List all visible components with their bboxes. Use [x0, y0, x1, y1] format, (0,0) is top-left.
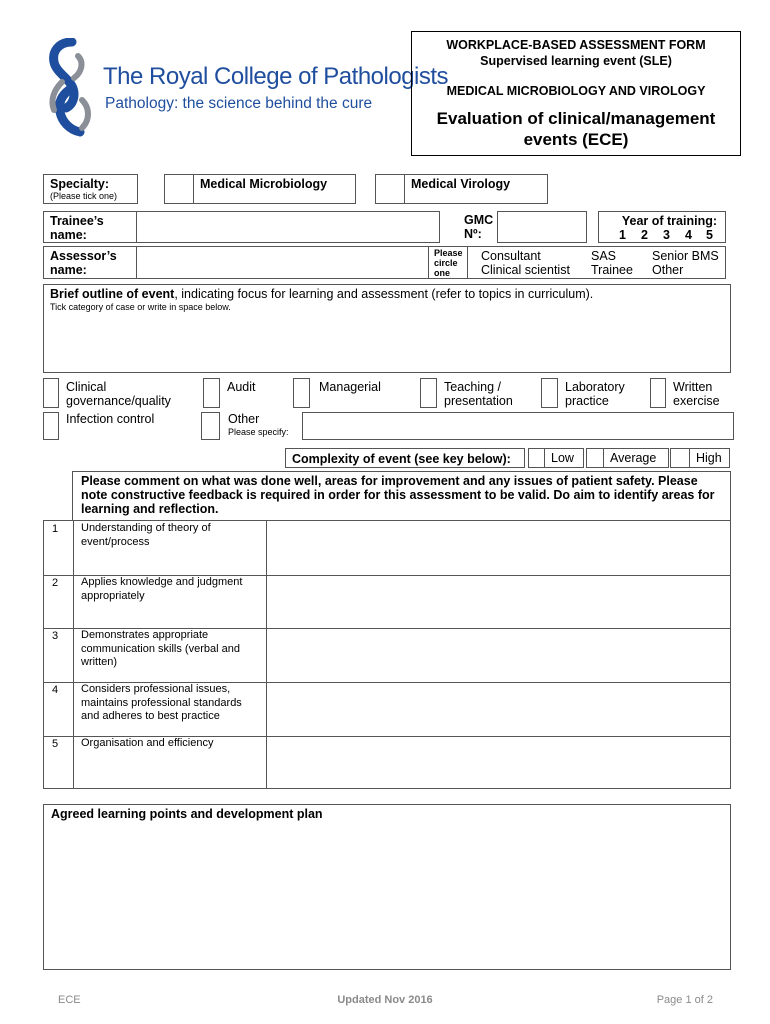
cat-teaching-line2: presentation	[444, 394, 513, 408]
assessor-role-box	[467, 246, 726, 279]
gmc-label-line1: GMC	[464, 213, 494, 227]
role-other[interactable]: Other	[652, 263, 684, 277]
assessor-label-line2: name:	[50, 263, 87, 277]
footer-right: Page 1 of 2	[656, 994, 713, 1006]
please-circle-3: one	[434, 268, 451, 278]
item-4-comment-field[interactable]	[267, 683, 730, 736]
item-5-text: Organisation and efficiency	[81, 737, 214, 749]
please-circle-1: Please	[434, 248, 463, 258]
cat-infection-checkbox[interactable]	[43, 412, 59, 440]
outline-hint: Tick category of case or write in space below.	[50, 302, 231, 312]
assessor-label-line1: Assessor’s	[50, 249, 117, 263]
item-4-number: 4	[52, 684, 59, 696]
specialty-micro-checkbox[interactable]	[164, 174, 194, 204]
cat-laboratory-line2: practice	[565, 394, 609, 408]
complexity-low-label: Low	[551, 451, 574, 465]
complexity-label: Complexity of event (see key below):	[292, 452, 511, 466]
cat-teaching-checkbox[interactable]	[420, 378, 437, 408]
cat-infection-label: Infection control	[66, 412, 155, 426]
gmc-number-field[interactable]	[497, 211, 587, 243]
complexity-average-option	[603, 448, 669, 468]
trainee-label-line2: name:	[50, 228, 87, 242]
cat-written-checkbox[interactable]	[650, 378, 666, 408]
outline-label-bold: Brief outline of event	[50, 287, 175, 301]
cat-other-label: Other	[228, 412, 260, 426]
cat-other-specify-input[interactable]	[303, 413, 733, 439]
item-3-comment-field[interactable]	[267, 629, 730, 682]
role-consultant[interactable]: Consultant	[481, 249, 541, 263]
please-circle-box	[428, 246, 468, 279]
item-3-text: Demonstrates appropriate communication skills (verbal and written)	[81, 629, 240, 668]
cat-written-line2: exercise	[673, 394, 720, 408]
trainee-label-box	[43, 211, 137, 243]
cat-other-checkbox[interactable]	[201, 412, 220, 440]
cat-written-line1: Written	[673, 380, 713, 394]
outline-label-rest: , indicating focus for learning and assessment (refer to topics in curriculum).	[174, 287, 594, 301]
cat-managerial-label: Managerial	[319, 380, 381, 394]
specialty-micro-option	[193, 174, 356, 204]
eval-title-line1: Evaluation of clinical/management	[436, 109, 716, 128]
item-4-text: Considers professional issues, maintains professional standards and adheres to best practice	[81, 683, 242, 722]
form-header-box	[411, 31, 741, 156]
item-1-number: 1	[52, 523, 59, 535]
item-2-text: Applies knowledge and judgment appropriately	[81, 576, 243, 602]
item-3-number: 3	[52, 630, 59, 642]
org-name: The Royal College of Pathologists	[103, 63, 449, 90]
item-1-text: Understanding of theory of event/process	[81, 522, 211, 548]
item-2-comment-field[interactable]	[267, 576, 730, 628]
complexity-average-checkbox[interactable]	[586, 448, 604, 468]
assessor-name-field[interactable]	[136, 246, 429, 279]
role-senior-bms[interactable]: Senior BMS	[652, 249, 719, 263]
trainee-name-input[interactable]	[137, 212, 439, 242]
org-tagline: Pathology: the science behind the cure	[105, 95, 373, 112]
form-subtitle: Supervised learning event (SLE)	[480, 54, 672, 68]
cat-other-hint: Please specify:	[228, 427, 289, 437]
year-4[interactable]: 4	[685, 228, 692, 242]
trainee-label-line1: Trainee’s	[50, 214, 104, 228]
assessor-label-box	[43, 246, 137, 279]
comments-instruction-box	[72, 471, 731, 521]
footer-left: ECE	[58, 994, 81, 1006]
specialty-hint: (Please tick one)	[50, 191, 118, 201]
outline-box[interactable]	[43, 284, 731, 373]
cat-other-specify-field[interactable]	[302, 412, 734, 440]
cat-clinical-checkbox[interactable]	[43, 378, 59, 408]
item-5-number: 5	[52, 738, 59, 750]
item-5-comment-field[interactable]	[267, 737, 730, 788]
comments-instruction: Please comment on what was done well, areas for improvement and any issues of patient safety. Please note constructive feedback is required in order for this assessment to be valid. Do aim to identify areas for learning and reflection.	[81, 474, 715, 516]
cat-audit-checkbox[interactable]	[203, 378, 220, 408]
cat-managerial-checkbox[interactable]	[293, 378, 310, 408]
cat-laboratory-checkbox[interactable]	[541, 378, 558, 408]
please-circle-2: circle	[434, 258, 458, 268]
item-1-comment-field[interactable]	[267, 521, 730, 575]
specialty-viro-label: Medical Virology	[411, 177, 511, 191]
year-5[interactable]: 5	[706, 228, 713, 242]
outline-label	[50, 287, 593, 301]
complexity-high-checkbox[interactable]	[670, 448, 690, 468]
cat-clinical-line1: Clinical	[66, 380, 107, 394]
assessor-name-input[interactable]	[137, 247, 428, 278]
year-2[interactable]: 2	[641, 228, 648, 242]
specialty-viro-option	[404, 174, 548, 204]
year-1[interactable]: 1	[619, 228, 626, 242]
footer-center: Updated Nov 2016	[337, 994, 433, 1006]
rcpath-logo-mark-icon	[38, 38, 108, 138]
complexity-high-option	[689, 448, 730, 468]
form-title: WORKPLACE-BASED ASSESSMENT FORM	[446, 38, 706, 52]
rcpath-logo	[38, 38, 108, 138]
discipline: MEDICAL MICROBIOLOGY AND VIROLOGY	[446, 84, 706, 98]
complexity-average-label: Average	[610, 451, 657, 465]
cat-laboratory-line1: Laboratory	[565, 380, 625, 394]
specialty-box	[43, 174, 138, 204]
complexity-low-option	[544, 448, 584, 468]
complexity-high-label: High	[696, 451, 722, 465]
comments-table	[43, 520, 731, 789]
learning-plan-box[interactable]	[43, 804, 731, 970]
trainee-name-field[interactable]	[136, 211, 440, 243]
gmc-number-input[interactable]	[498, 212, 586, 242]
learning-plan-label: Agreed learning points and development plan	[51, 807, 323, 821]
year-3[interactable]: 3	[663, 228, 670, 242]
cat-teaching-line1: Teaching /	[444, 380, 501, 394]
complexity-label-box	[285, 448, 525, 468]
specialty-micro-label: Medical Microbiology	[200, 177, 328, 191]
eval-title-line2: events (ECE)	[523, 130, 629, 149]
role-clinical-scientist[interactable]: Clinical scientist	[481, 263, 570, 277]
specialty-viro-checkbox[interactable]	[375, 174, 405, 204]
role-sas[interactable]: SAS	[591, 249, 617, 263]
cat-audit-label: Audit	[227, 380, 256, 394]
gmc-label-line2: Nº:	[464, 227, 482, 241]
cat-clinical-line2: governance/quality	[66, 394, 171, 408]
complexity-low-checkbox[interactable]	[528, 448, 545, 468]
year-label: Year of training:	[621, 214, 717, 228]
role-trainee[interactable]: Trainee	[591, 263, 633, 277]
specialty-label: Specialty:	[50, 177, 110, 191]
item-2-number: 2	[52, 577, 59, 589]
year-of-training-box	[598, 211, 726, 243]
